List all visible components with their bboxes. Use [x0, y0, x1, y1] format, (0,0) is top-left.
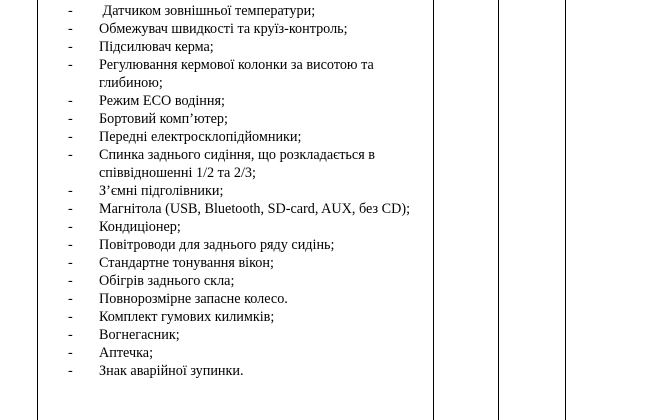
list-item-text: Знак аварійної зупинки. — [99, 363, 244, 379]
list-bullet: - — [68, 21, 73, 37]
list-item — [37, 182, 433, 200]
list-item-text: Підсилювач керма; — [99, 39, 214, 55]
list-item-text: Стандартне тонування вікон; — [99, 255, 274, 271]
list-bullet: - — [68, 345, 73, 361]
list-item-text: Комплект гумових килимків; — [99, 309, 275, 325]
list-item — [37, 128, 433, 146]
list-bullet: - — [68, 39, 73, 55]
list-item — [37, 200, 433, 218]
list-bullet: - — [68, 111, 73, 127]
equipment-list — [37, 2, 433, 380]
list-item-text: Повнорозмірне запасне колесо. — [99, 291, 288, 307]
list-bullet: - — [68, 273, 73, 289]
list-bullet: - — [68, 147, 73, 163]
list-item — [37, 2, 433, 20]
list-bullet: - — [68, 255, 73, 271]
list-bullet: - — [68, 129, 73, 145]
list-bullet: - — [68, 57, 73, 73]
list-item — [37, 56, 433, 92]
list-item-text: З’ємні підголівники; — [99, 183, 224, 199]
equipment-cell — [37, 0, 433, 420]
list-item-text: Магнітола (USB, Bluetooth, SD-card, AUX, без CD); — [99, 201, 411, 217]
list-bullet: - — [68, 327, 73, 343]
list-item — [37, 110, 433, 128]
list-item-text: Аптечка; — [99, 345, 154, 361]
list-item — [37, 344, 433, 362]
list-item — [37, 308, 433, 326]
list-item-text: Датчиком зовнішньої температури; — [99, 3, 316, 19]
list-bullet: - — [68, 3, 73, 19]
list-bullet: - — [68, 291, 73, 307]
list-item — [37, 38, 433, 56]
list-item-text: Передні електросклопідйомники; — [99, 129, 302, 145]
list-item-text: Обігрів заднього скла; — [99, 273, 235, 289]
table-border-col3 — [498, 0, 499, 420]
list-item-text: Режим ECO водіння; — [99, 93, 225, 109]
list-item — [37, 218, 433, 236]
list-item-text: Вогнегасник; — [99, 327, 180, 343]
list-bullet: - — [68, 309, 73, 325]
list-item-text: Регулювання кермової колонки за висотою та глибиною; — [99, 57, 374, 91]
list-item-text: Обмежувач швидкості та круїз-контроль; — [99, 21, 348, 37]
list-item — [37, 146, 433, 182]
list-bullet: - — [68, 93, 73, 109]
list-item — [37, 236, 433, 254]
list-bullet: - — [68, 363, 73, 379]
list-item-text: Кондиціонер; — [99, 219, 181, 235]
list-item — [37, 362, 433, 380]
list-bullet: - — [68, 237, 73, 253]
list-bullet: - — [68, 183, 73, 199]
list-item — [37, 20, 433, 38]
list-item — [37, 254, 433, 272]
table-border-col4 — [565, 0, 566, 420]
list-item — [37, 92, 433, 110]
list-item — [37, 326, 433, 344]
list-bullet: - — [68, 219, 73, 235]
list-item — [37, 290, 433, 308]
list-item — [37, 272, 433, 290]
table-border-col2 — [433, 0, 434, 420]
list-item-text: Повітроводи для заднього ряду сидінь; — [99, 237, 335, 253]
list-bullet: - — [68, 201, 73, 217]
list-item-text: Спинка заднього сидіння, що розкладається в співвідношенні 1/2 та 2/3; — [99, 147, 375, 181]
list-item-text: Бортовий комп’ютер; — [99, 111, 228, 127]
